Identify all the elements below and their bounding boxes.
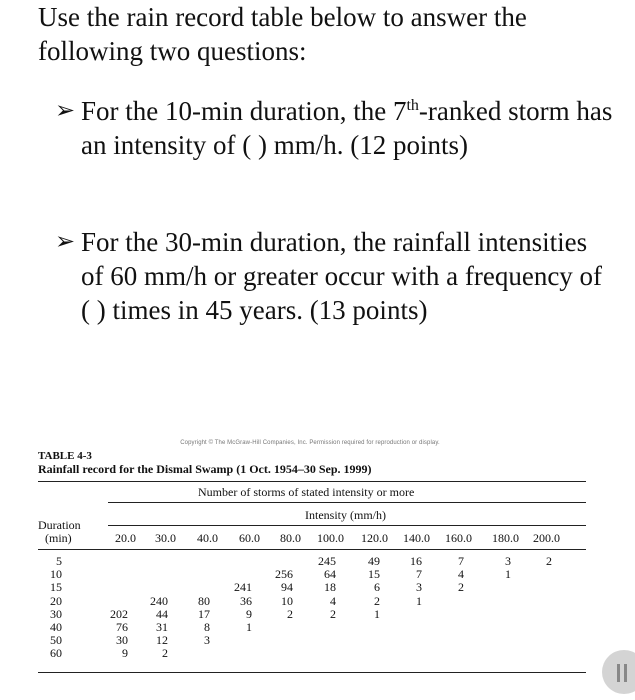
table-cell: 12: [156, 633, 168, 648]
table-cell: 9: [246, 606, 252, 621]
table-cell: 31: [156, 620, 168, 634]
column-header: 200.0: [533, 531, 560, 545]
table-cell: 44: [156, 606, 168, 621]
table-cell: 2: [546, 554, 552, 568]
column-header: 140.0: [403, 531, 430, 545]
table-cell: 2: [162, 646, 168, 661]
row-duration: 5: [56, 554, 62, 568]
table-top-rule: [38, 481, 586, 482]
table-cell: 8: [204, 620, 210, 634]
intensity-rule: [108, 525, 586, 526]
question-1-text-rest: -ranked storm has an intensity of ( ) mm/h. (12 points): [81, 96, 613, 160]
table-label: TABLE 4-3: [38, 450, 92, 462]
row-duration: 15: [50, 580, 62, 595]
spanner-rule: [108, 502, 586, 503]
column-header: 20.0: [115, 531, 136, 545]
table-cell: 3: [416, 580, 422, 595]
table-cell: 64: [324, 567, 336, 582]
table-cell: 80: [198, 593, 210, 608]
table-cell: 202: [110, 606, 128, 621]
pause-button[interactable]: [602, 650, 635, 694]
question-1: [55, 94, 615, 162]
intro-text: Use the rain record table below to answer the following two questions:: [38, 2, 527, 66]
table-cell: 16: [410, 554, 422, 568]
question-2: [55, 225, 615, 327]
table-cell: 30: [116, 633, 128, 648]
table-cell: 3: [204, 633, 210, 648]
row-duration: 20: [50, 593, 62, 608]
table-cell: 76: [116, 620, 128, 634]
table-cell: 2: [458, 580, 464, 595]
table-cell: 10: [281, 593, 293, 608]
copyright-notice: Copyright © The McGraw-Hill Companies, Inc. Permission required for reproduction or display.: [180, 440, 440, 446]
table-cell: 3: [505, 554, 511, 568]
table-cell: 4: [458, 567, 464, 582]
table-cell: 1: [505, 567, 511, 582]
pause-icon: [624, 664, 627, 682]
table-cell: 6: [374, 580, 380, 595]
duration-unit-header: (min): [45, 531, 72, 545]
column-header: 120.0: [361, 531, 388, 545]
row-duration: 40: [50, 620, 62, 634]
column-header: 80.0: [280, 531, 301, 545]
question-1-text: For the 10-min duration, the 7: [81, 96, 407, 126]
table-cell: 15: [368, 567, 380, 582]
question-2-text: For the 30-min duration, the rainfall intensities of 60 mm/h or greater occur with a frequency of ( ) times in 45 years. (13 points): [81, 227, 603, 325]
table-cell: 4: [330, 593, 336, 608]
table-cell: 245: [318, 554, 336, 568]
intensity-header: Intensity (mm/h): [305, 508, 386, 522]
table-cell: 49: [368, 554, 380, 568]
duration-header: Duration: [38, 518, 81, 532]
pause-icon: [617, 664, 620, 682]
table-cell: 7: [458, 554, 464, 568]
table-cell: 1: [246, 620, 252, 634]
row-duration: 30: [50, 606, 62, 621]
table-cell: 241: [234, 580, 252, 595]
table-title: Rainfall record for the Dismal Swamp (1 Oct. 1954–30 Sep. 1999): [38, 462, 372, 476]
column-header: 180.0: [492, 531, 519, 545]
table-cell: 256: [275, 567, 293, 582]
column-header: 40.0: [197, 531, 218, 545]
column-header: 60.0: [239, 531, 260, 545]
table-cell: 2: [330, 606, 336, 621]
table-spanner-header: Number of storms of stated intensity or more: [198, 485, 415, 499]
table-cell: 2: [374, 593, 380, 608]
table-cell: 9: [122, 646, 128, 661]
column-header: 100.0: [317, 531, 344, 545]
column-header: 30.0: [155, 531, 176, 545]
table-cell: 7: [416, 567, 422, 582]
table-cell: 1: [374, 606, 380, 621]
table-cell: 1: [416, 593, 422, 608]
table-cell: 2: [287, 606, 293, 621]
arrow-bullet-icon: ➢: [55, 98, 76, 124]
table-cell: 94: [281, 580, 293, 595]
column-header: 160.0: [445, 531, 472, 545]
superscript-th: th: [406, 97, 419, 114]
arrow-bullet-icon: ➢: [55, 229, 76, 255]
row-duration: 10: [50, 567, 62, 582]
table-cell: 17: [198, 606, 210, 621]
table-cell: 18: [324, 580, 336, 595]
table-bottom-rule: [38, 672, 586, 673]
header-bottom-rule: [38, 549, 586, 550]
row-duration: 50: [50, 633, 62, 648]
row-duration: 60: [50, 646, 62, 661]
table-cell: 36: [240, 593, 252, 608]
table-cell: 240: [150, 593, 168, 608]
